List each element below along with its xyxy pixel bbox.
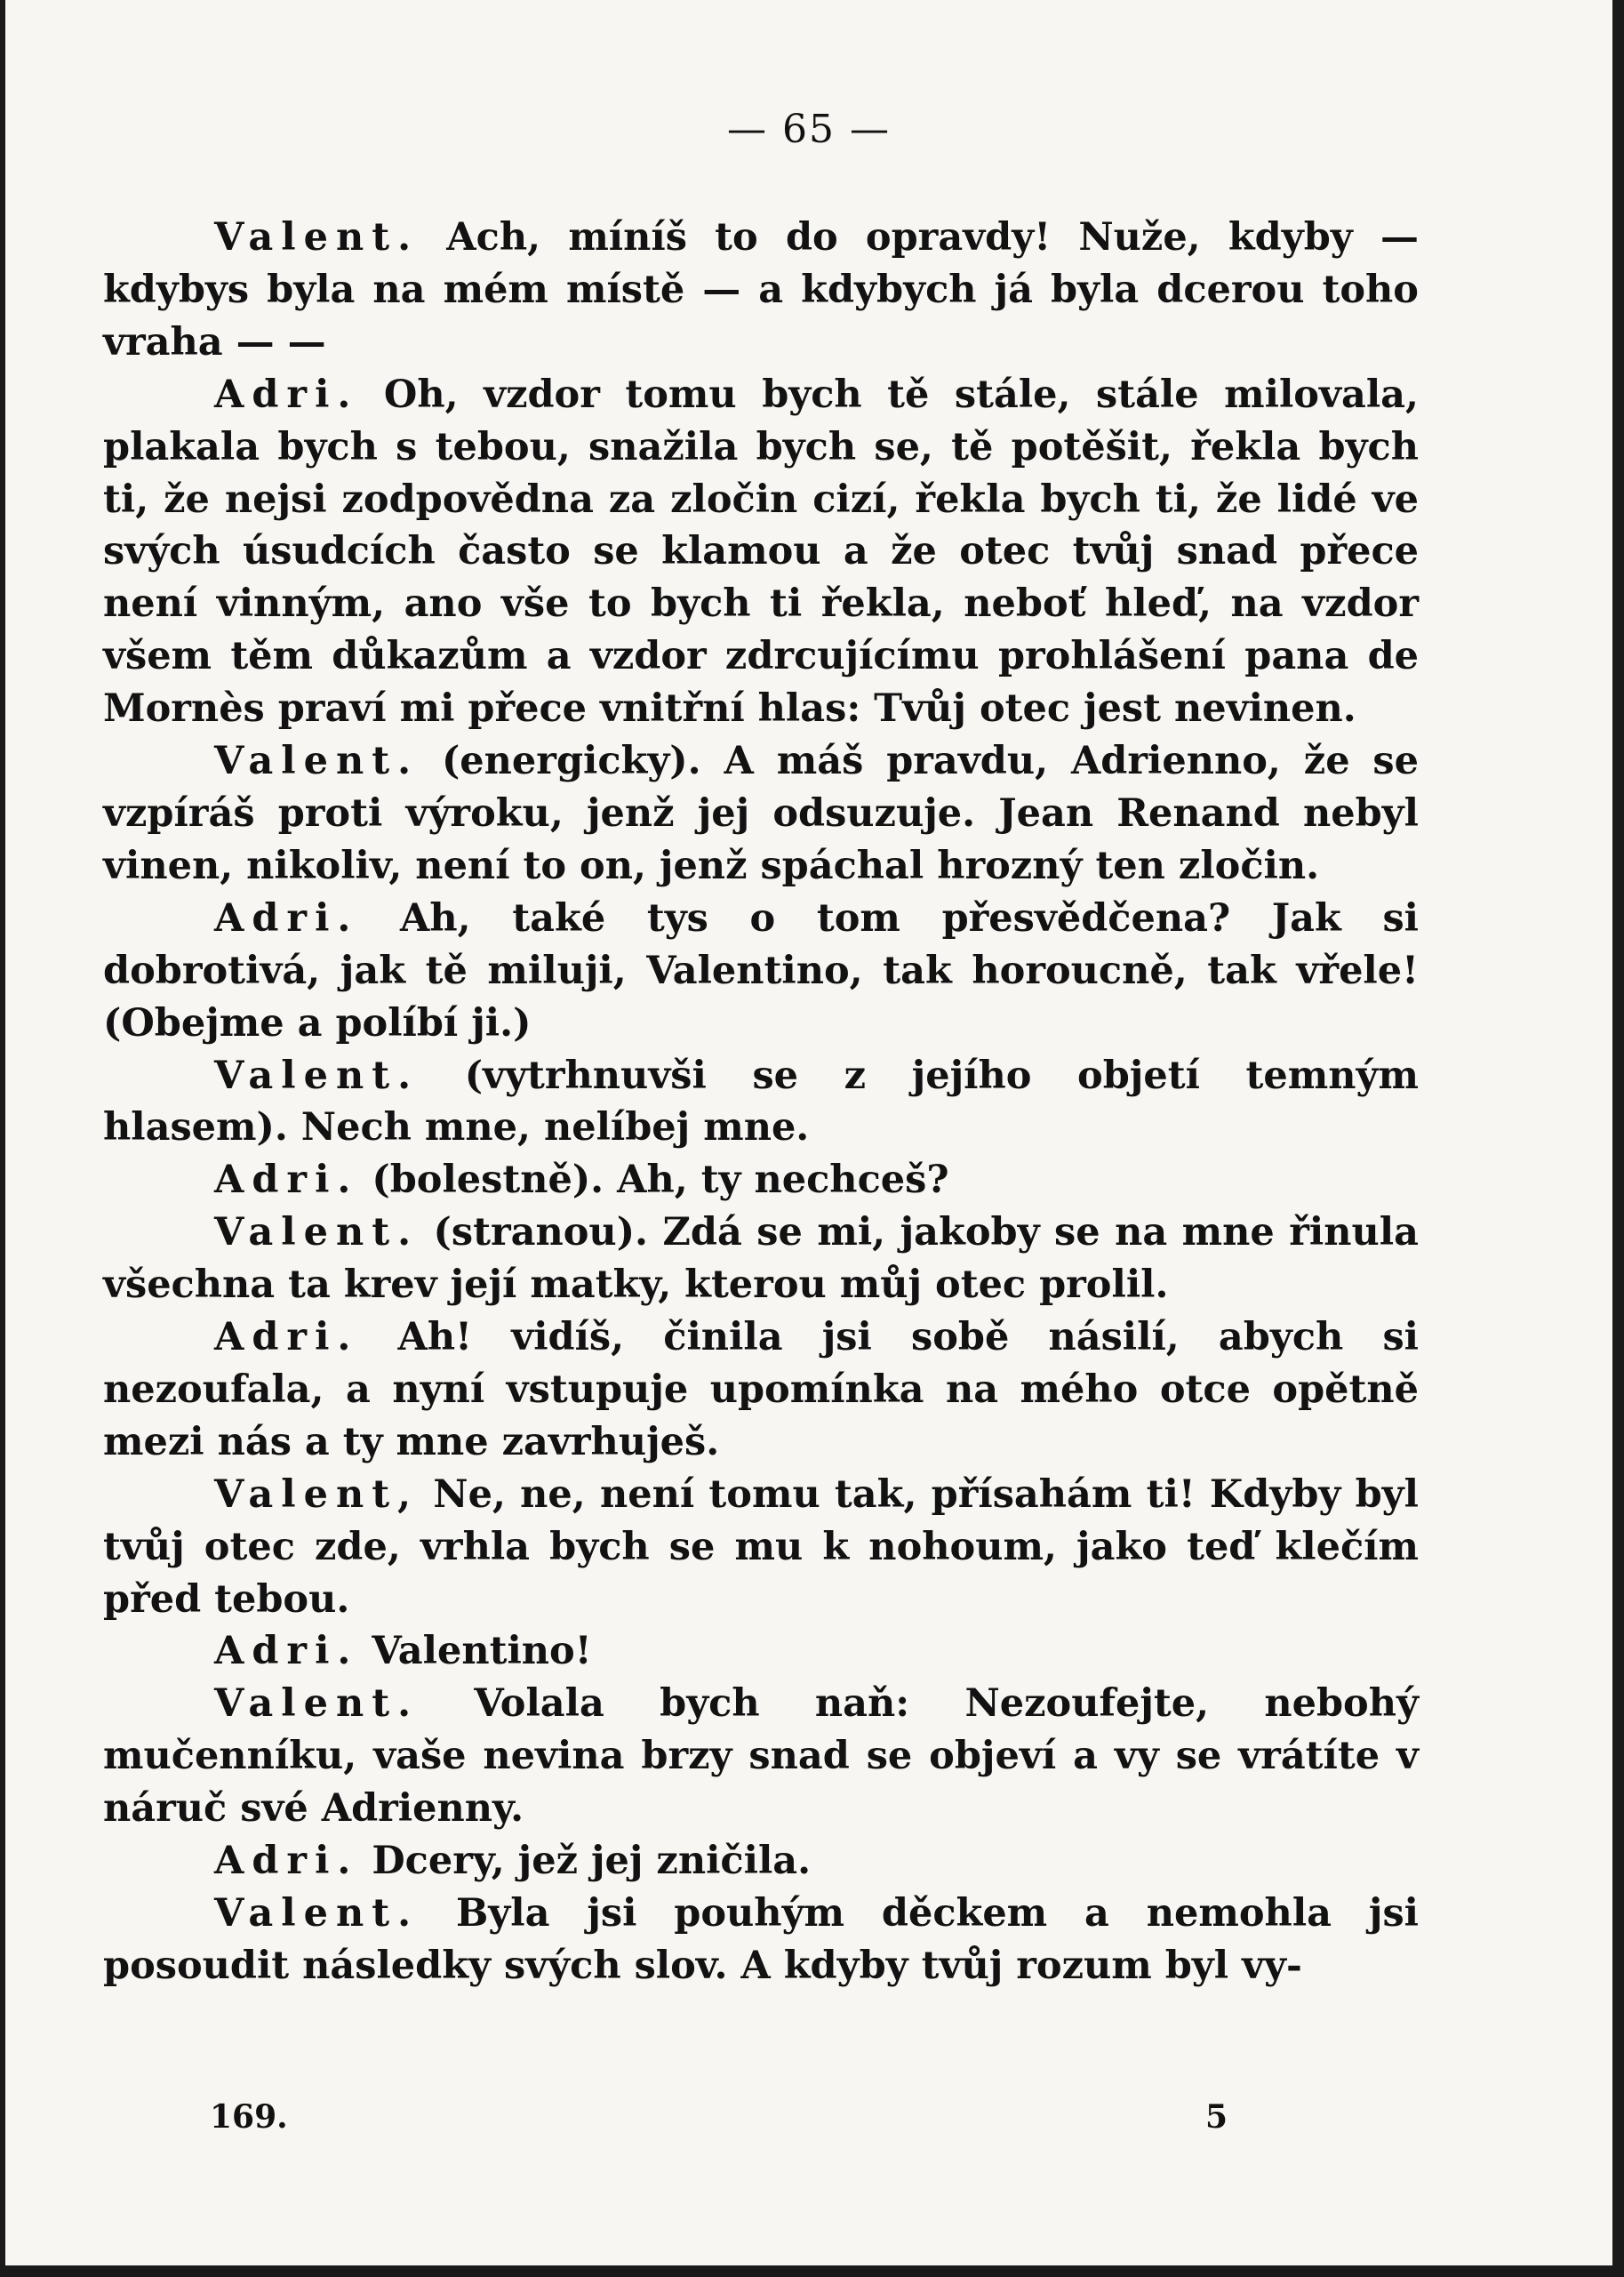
speaker-name: Valent, [214, 1471, 420, 1517]
page-number: — 65 — [727, 107, 891, 152]
dialogue-paragraph [103, 212, 1419, 369]
speaker-name: Adri. [214, 1315, 359, 1360]
dialogue-paragraph [103, 893, 1419, 1050]
dialogue-paragraph [103, 1469, 1419, 1626]
dialogue-line: (energicky). A máš pravdu, Adrienno, že se vzpíráš proti výroku, jenž jej odsuzuje. Jean Renand nebyl vinen, nikoliv, není to on, jenž spáchal hrozný ten zločin. [103, 739, 1419, 888]
dialogue-line: Oh, vzdor tomu bych tě stále, stále milovala, plakala bych s tebou, snažila bych se, tě potěšit, řekla bych ti, že nejsi zodpovědna za zločin cizí, řekla bych ti, že lidé ve svých úsudcích často se klamou a že otec tvůj snad přece není vinným, ano vše to bych ti řekla, neboť hleď, na vzdor všem těm důkazům a vzdor zdrcujícímu prohlášení pana de Mornès praví mi přece vnitřní hlas: Tvůj otec jest nevinen. [103, 372, 1419, 732]
dialogue-line: Dcery, jež jej zničila. [358, 1839, 812, 1884]
signature-mark: 169. [210, 2098, 288, 2136]
dialogue-line: Byla jsi pouhým děckem a nemohla jsi posoudit následky svých slov. A kdyby tvůj rozum byl vy- [103, 1891, 1419, 1988]
dialogue-line: (stranou). Zdá se mi, jakoby se na mne řinula všechna ta krev její matky, kterou můj otec prolil. [103, 1210, 1419, 1308]
dialogue-paragraph [103, 1625, 1419, 1678]
dialogue-line: Ah, také tys o tom přesvědčena? Jak si dobrotivá, jak tě miluji, Valentino, tak horoucně, tak vřele! (Obejme a políbí ji.) [103, 895, 1419, 1046]
dialogue-paragraph [103, 1888, 1419, 1992]
speaker-name: Adri. [214, 1629, 359, 1674]
speaker-name: Adri. [214, 1839, 359, 1884]
speaker-name: Adri. [214, 1158, 359, 1203]
dialogue-paragraph [103, 1154, 1419, 1207]
dialogue-paragraph [103, 1050, 1419, 1155]
dialogue-paragraph [103, 1207, 1419, 1311]
dialogue-paragraph [103, 369, 1419, 735]
page-footer [5, 2098, 1612, 2152]
sheet-number: 5 [1205, 2098, 1228, 2136]
dialogue-line: Ach, míníš to do opravdy! Nuže, kdyby — kdybys byla na mém místě — a kdybych já byla dcerou toho vraha — — [103, 215, 1419, 365]
book-page [5, 0, 1612, 2265]
dialogue-line: Ah! vidíš, činila jsi sobě násilí, abych si nezoufala, a nyní vstupuje upomínka na mého otce opětně mezi nás a ty mne zavrhuješ. [103, 1315, 1419, 1464]
dialogue-paragraph [103, 1311, 1419, 1469]
speaker-name: Valent. [214, 1681, 420, 1727]
dialogue-paragraph [103, 1678, 1419, 1835]
dialogue-line: Ne, ne, není tomu tak, přísahám ti! Kdyby byl tvůj otec zde, vrhla bych se mu k nohoum, jako teď klečím před tebou. [103, 1471, 1419, 1622]
speaker-name: Valent. [214, 215, 420, 260]
dialogue-text [103, 212, 1419, 1992]
speaker-name: Valent. [214, 1891, 420, 1936]
speaker-name: Valent. [214, 1053, 420, 1098]
speaker-name: Adri. [214, 895, 359, 941]
dialogue-line: (vytrhnuvši se z jejího objetí temným hlasem). Nech mne, nelíbej mne. [103, 1053, 1419, 1151]
dialogue-paragraph [103, 735, 1419, 893]
speaker-name: Valent. [214, 1210, 420, 1255]
speaker-name: Adri. [214, 372, 359, 417]
dialogue-line: (bolestně). Ah, ty nechceš? [358, 1158, 949, 1203]
dialogue-line: Valentino! [358, 1629, 592, 1674]
speaker-name: Valent. [214, 739, 420, 784]
dialogue-paragraph [103, 1835, 1419, 1888]
dialogue-line: Volala bych naň: Nezoufejte, nebohý mučenníku, vaše nevina brzy snad se objeví a vy se vrátíte v náruč své Adrienny. [103, 1681, 1419, 1832]
